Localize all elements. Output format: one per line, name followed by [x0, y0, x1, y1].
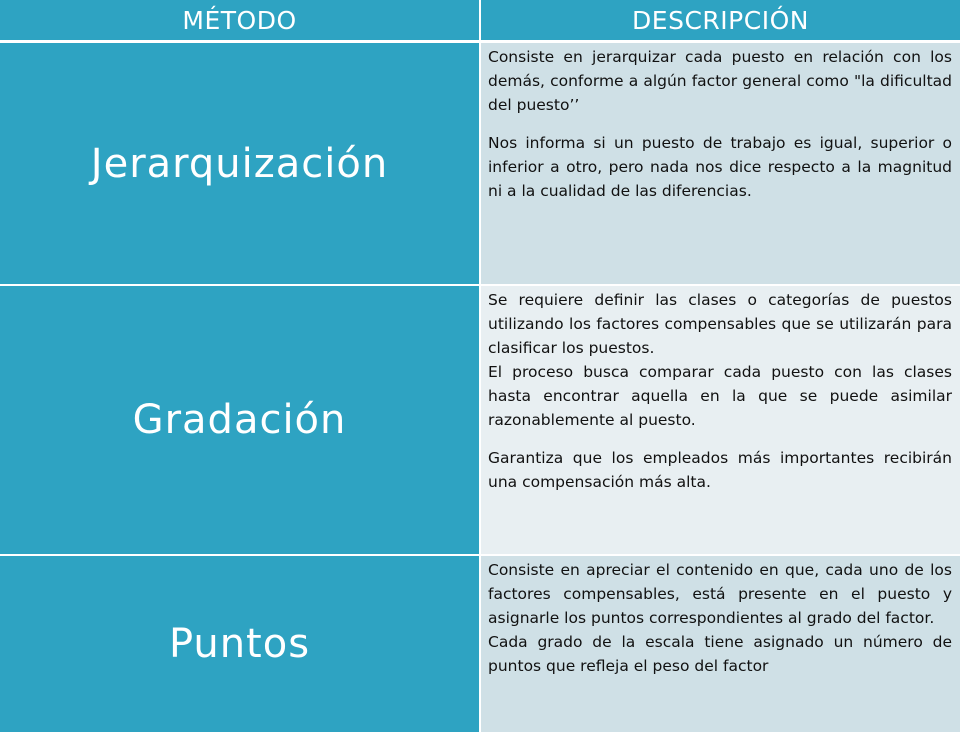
method-name: Puntos — [0, 555, 480, 732]
header-description: DESCRIPCIÓN — [480, 0, 960, 42]
method-description — [480, 555, 960, 732]
table-row — [0, 42, 960, 286]
description-paragraph: Se requiere definir las clases o categorías de puestos utilizando los factores compensables que se utilizarán para clasificar los puestos. — [488, 291, 952, 357]
method-name: Gradación — [0, 285, 480, 555]
description-paragraph: El proceso busca comparar cada puesto con las clases hasta encontrar aquella en la que se puede asimilar razonablemente al puesto. — [488, 363, 952, 429]
description-paragraph: Nos informa si un puesto de trabajo es igual, superior o inferior a otro, pero nada nos dice respecto a la magnitud ni a la cualidad de las diferencias. — [488, 134, 952, 200]
description-paragraph: Garantiza que los empleados más importantes recibirán una compensación más alta. — [488, 449, 952, 491]
description-paragraph: Cada grado de la escala tiene asignado un número de puntos que refleja el peso del factor — [488, 633, 952, 675]
header-method: MÉTODO — [0, 0, 480, 42]
table-row — [0, 285, 960, 555]
method-description — [480, 285, 960, 555]
description-paragraph: Consiste en apreciar el contenido en que, cada uno de los factores compensables, está presente en el puesto y asignarle los puntos correspondientes al grado del factor. — [488, 561, 952, 627]
table-row — [0, 555, 960, 732]
method-description — [480, 42, 960, 286]
header-row — [0, 0, 960, 42]
description-paragraph: Consiste en jerarquizar cada puesto en relación con los demás, conforme a algún factor general como "la dificultad del puesto’’ — [488, 48, 952, 114]
method-name: Jerarquización — [0, 42, 480, 286]
